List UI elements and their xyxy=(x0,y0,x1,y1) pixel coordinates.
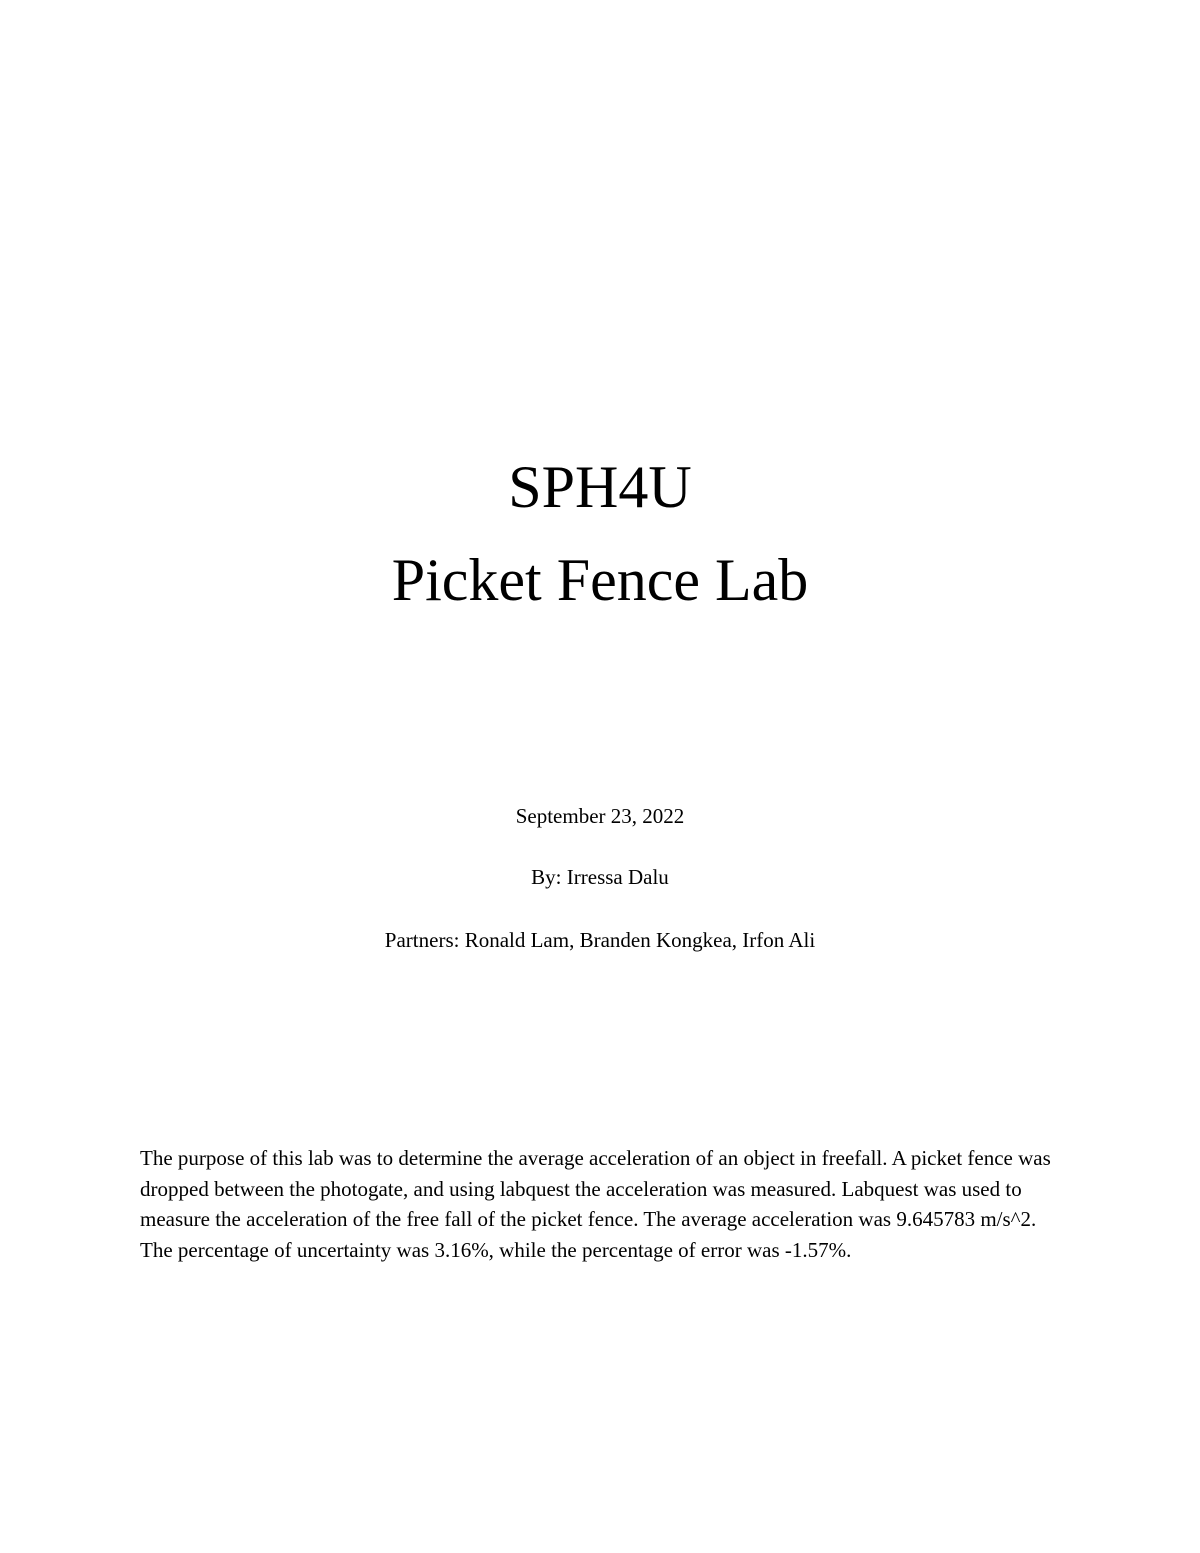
partners-line: Partners: Ronald Lam, Branden Kongkea, Irfon Ali xyxy=(384,928,816,952)
abstract-paragraph: The purpose of this lab was to determine the average acceleration of an object in freefall. A picket fence was dropped between the photogate, and using labquest the acceleration was measured. Labquest was used to measure the acceleration of the free fall of the picket fence. The average acceleration was 9.645783 m/s^2. The percentage of uncertainty was 3.16%, while the percentage of error was -1.57%. xyxy=(140,1146,1051,1262)
author-line: By: Irressa Dalu xyxy=(531,865,669,889)
course-code: SPH4U xyxy=(508,454,692,520)
lab-title: Picket Fence Lab xyxy=(391,547,809,613)
report-date: September 23, 2022 xyxy=(515,804,685,828)
